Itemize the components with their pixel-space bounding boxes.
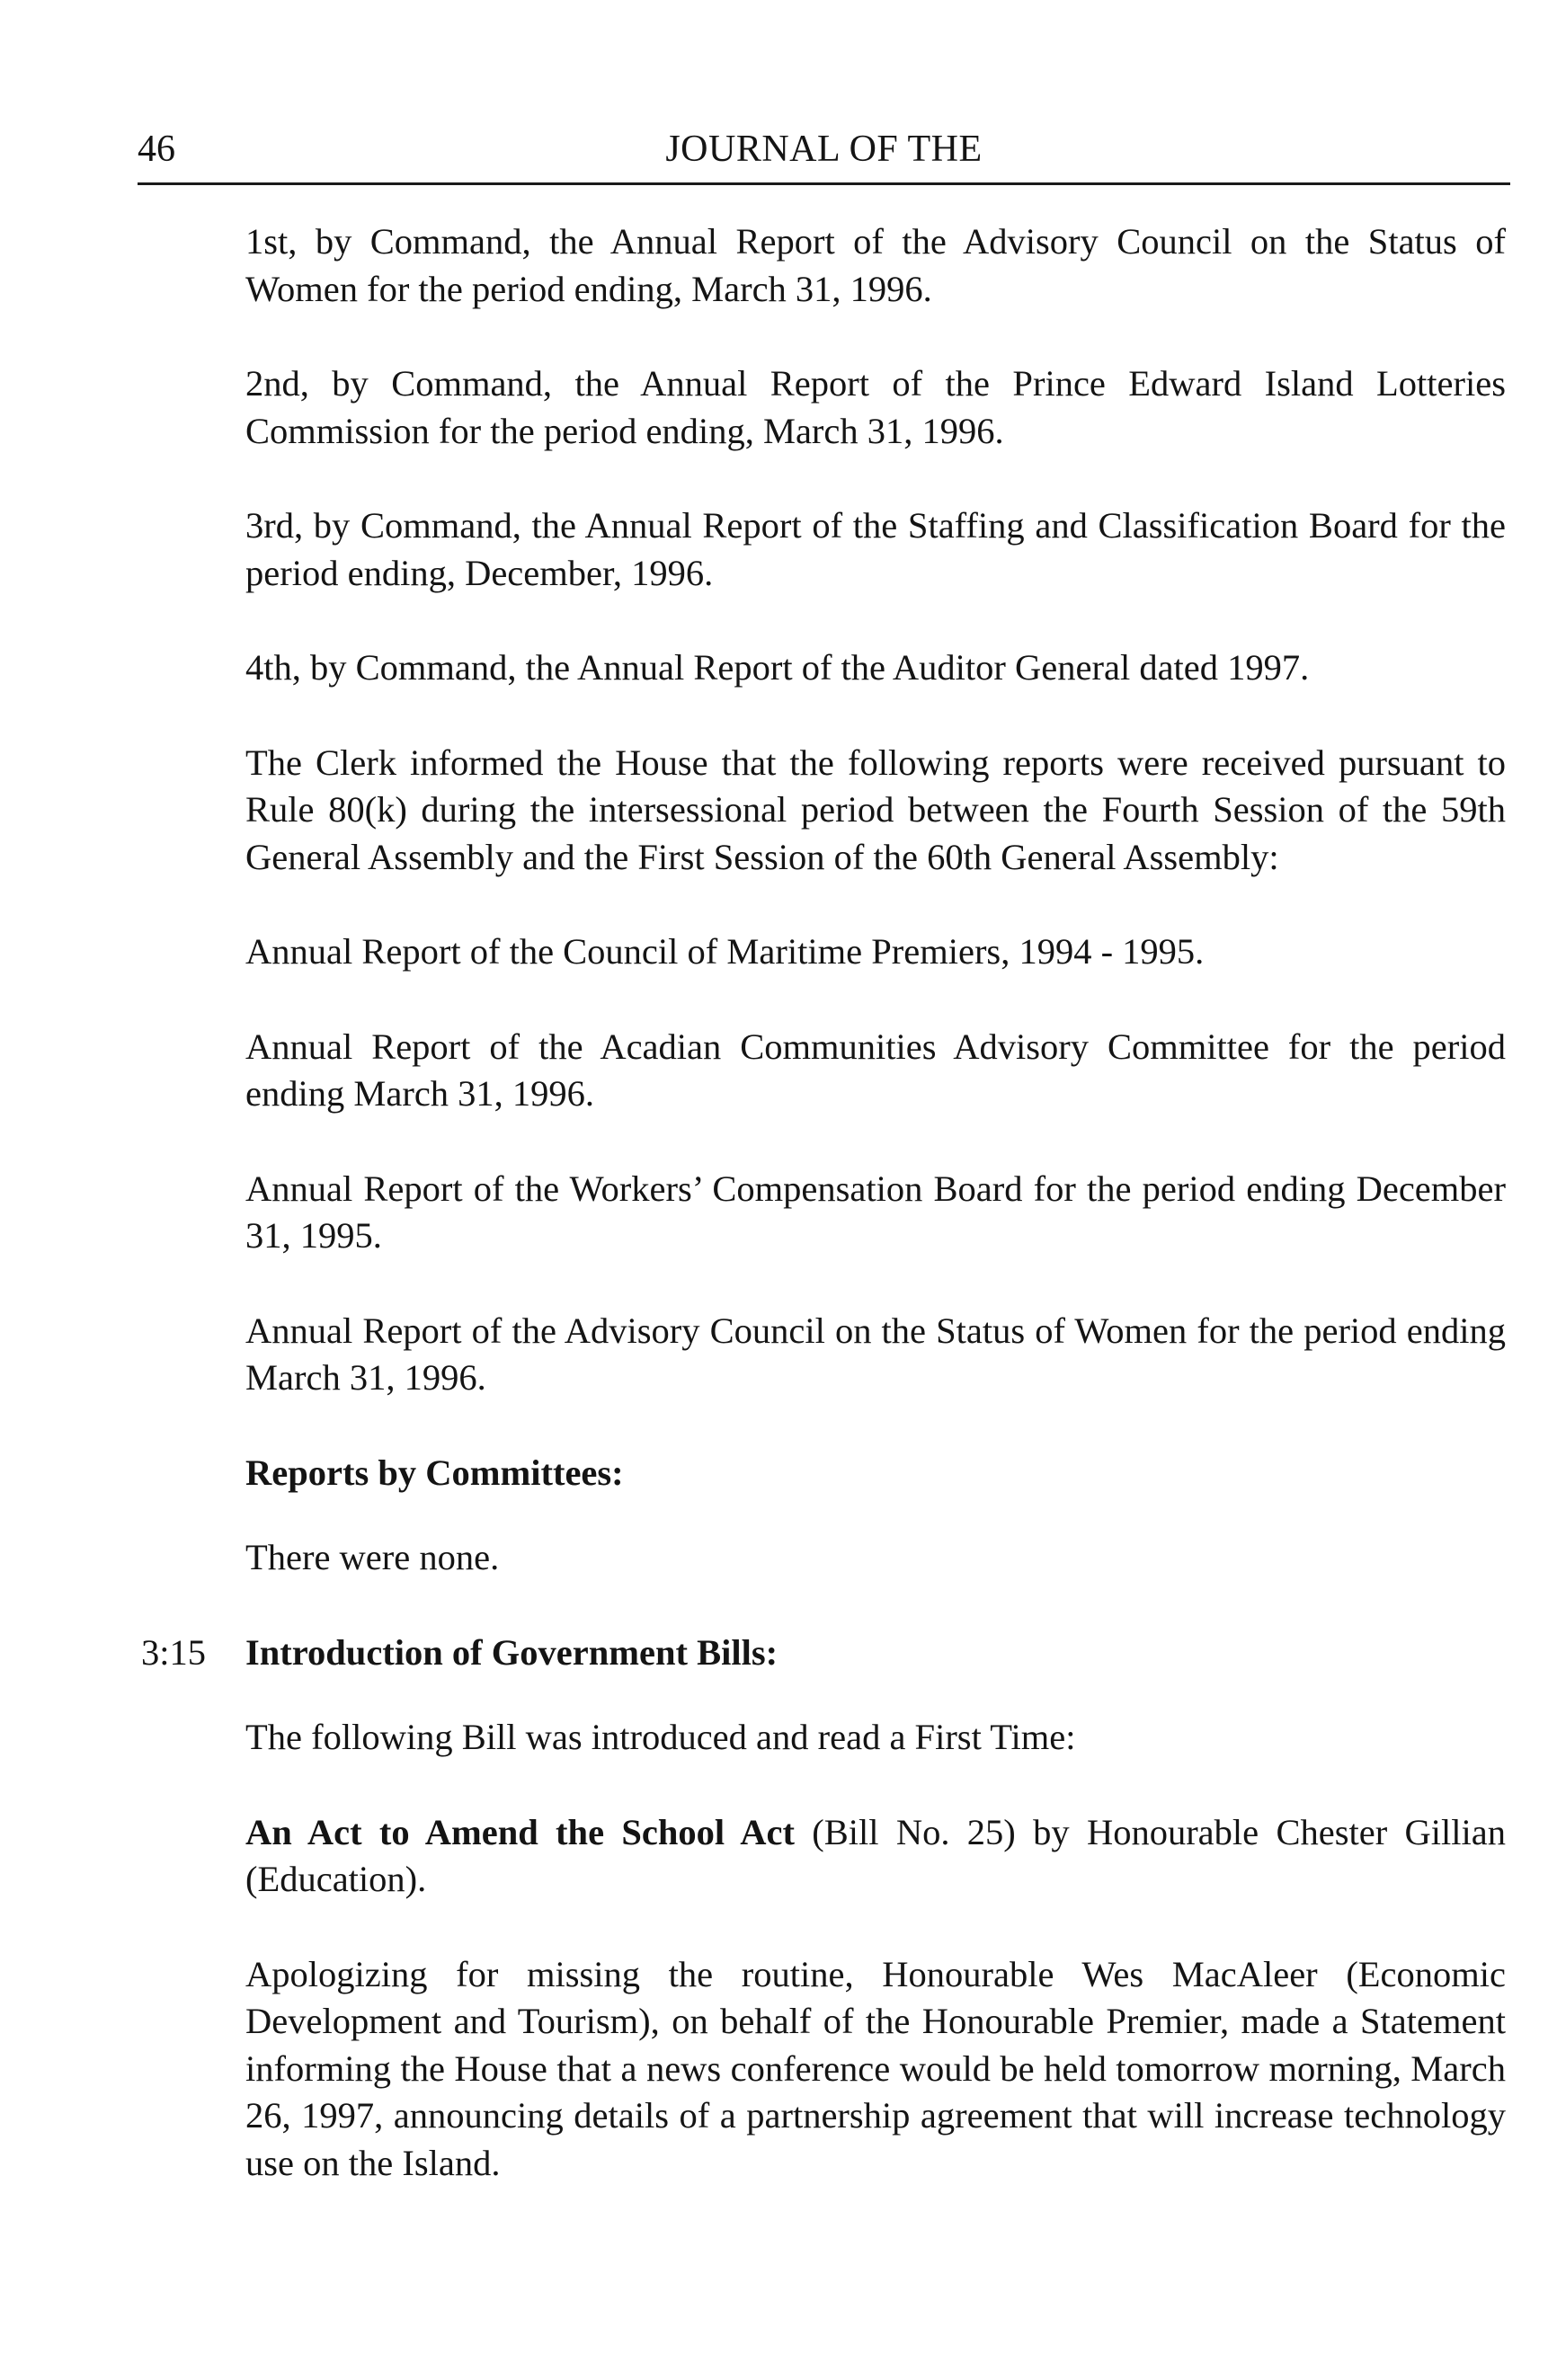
header-rule <box>138 182 1510 185</box>
minister-statement: Apologizing for missing the routine, Honourable Wes MacAleer (Economic Development and Tourism), on behalf of the Honourable Premier, made a Statement informing the House that a news conference would be held tomorrow morning, March 26, 1997, announcing details of a partnership agreement that will increase technology use on the Island. <box>245 1953 1506 2183</box>
page-header <box>138 126 1510 180</box>
received-report-2: Annual Report of the Acadian Communities Advisory Committee for the period ending March 31, 1996. <box>245 1026 1506 1114</box>
tabling-3: 3rd, by Command, the Annual Report of the Staffing and Classification Board for the period ending, December, 1996. <box>245 505 1506 593</box>
bill-details: (Bill No. 25) by Honourable Chester Gillian (Education). <box>245 1811 1506 1899</box>
received-report-1: Annual Report of the Council of Maritime Premiers, 1994 - 1995. <box>245 931 1205 972</box>
running-head: JOURNAL OF THE <box>665 129 983 170</box>
tabling-2: 2nd, by Command, the Annual Report of the Prince Edward Island Lotteries Commission for the period ending, March 31, 1996. <box>245 363 1506 451</box>
committees-heading: Reports by Committees: <box>245 1452 624 1493</box>
government-bills-heading-row <box>141 1630 1506 1677</box>
page-body <box>141 218 1506 2234</box>
tabling-4: 4th, by Command, the Annual Report of the Auditor General dated 1997. <box>245 647 1310 688</box>
bills-intro: The following Bill was introduced and read a First Time: <box>245 1717 1076 1757</box>
government-bills-heading: Introduction of Government Bills: <box>245 1631 778 1673</box>
committees-text: There were none. <box>245 1537 500 1577</box>
clerk-statement: The Clerk informed the House that the following reports were received pursuant to Rule 80(k) during the intersessional period between the Fourth Session of the 59th General Assembly and the First Session of the 60th General Assembly: <box>245 742 1506 877</box>
received-report-4: Annual Report of the Advisory Council on the Status of Women for the period ending March 31, 1996. <box>245 1310 1506 1398</box>
margin-time: 3:15 <box>141 1631 207 1673</box>
page-number: 46 <box>138 129 175 170</box>
bill-entry <box>245 1809 1506 1904</box>
received-report-3: Annual Report of the Workers’ Compensation Board for the period ending December 31, 1995. <box>245 1168 1506 1256</box>
tabling-1: 1st, by Command, the Annual Report of the Advisory Council on the Status of Women for the period ending, March 31, 1996. <box>245 221 1506 309</box>
bill-title: An Act to Amend the School Act <box>245 1811 795 1852</box>
